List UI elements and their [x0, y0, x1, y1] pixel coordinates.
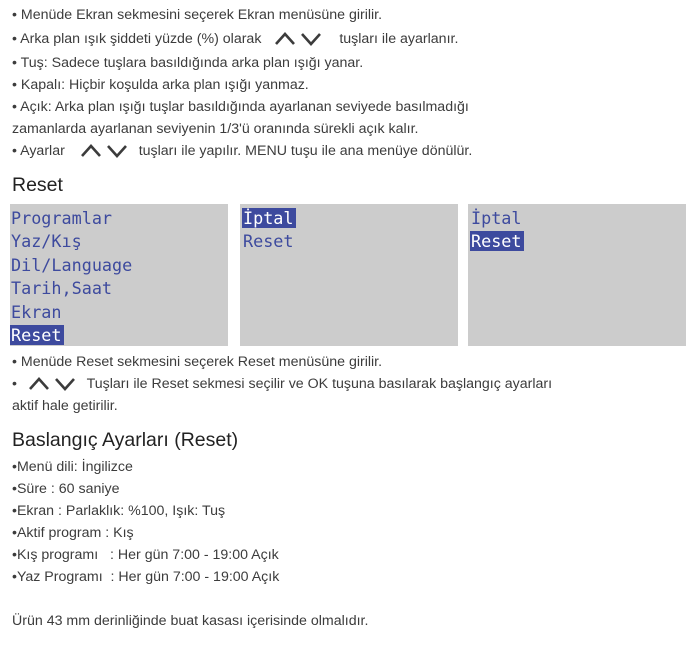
ekran-line-4: • Kapalı: Hiçbir koşulda arka plan ışığı yanmaz.	[12, 77, 309, 93]
chevron-up-down-icon	[27, 375, 79, 396]
lcd-item-reset-selected: Reset	[471, 231, 522, 252]
default-item-duration: •Süre : 60 saniye	[12, 481, 120, 497]
default-item-screen: •Ekran : Parlaklık: %100, Işık: Tuş	[12, 503, 226, 519]
ekran-line-3: • Tuş: Sadece tuşlara basıldığında arka plan ışığı yanar.	[12, 55, 364, 71]
ekran-line-2: • Arka plan ışık şiddeti yüzde (%) olarak tuşları ile ayarlanır.	[12, 30, 458, 51]
lcd-item-iptal-selected: İptal	[243, 208, 294, 228]
default-item-language: •Menü dili: İngilizce	[12, 459, 133, 475]
reset-line-2: • Tuşları ile Reset sekmesi seçilir ve OK tuşuna basılarak başlangıç ayarları	[12, 375, 552, 396]
default-item-summer-program: •Yaz Programı : Her gün 7:00 - 19:00 Açık	[12, 569, 280, 585]
lcd-item-reset: Reset	[243, 231, 294, 252]
reset-line-3: aktif hale getirilir.	[12, 398, 118, 414]
lcd-item-dil-language: Dil/Language	[11, 254, 133, 275]
lcd-confirm-screen-reset	[468, 204, 686, 346]
lcd-item-programlar: Programlar	[11, 208, 113, 228]
chevron-up-down-icon	[273, 30, 325, 51]
lcd-menu-screen	[10, 204, 228, 346]
lcd-confirm-screen-iptal	[240, 204, 458, 346]
reset-heading: Reset	[12, 174, 63, 196]
lcd-item-reset-selected: Reset	[11, 324, 62, 345]
defaults-heading: Baslangıç Ayarları (Reset)	[12, 429, 239, 451]
ekran-line-5: • Açık: Arka plan ışığı tuşlar basıldığında ayarlanan seviyede basılmadığı	[12, 99, 469, 115]
ekran-line-1: • Menüde Ekran sekmesini seçerek Ekran menüsüne girilir.	[12, 7, 383, 23]
ekran-line-7: • Ayarlar tuşları ile yapılır. MENU tuşu ile ana menüye dönülür.	[12, 142, 472, 163]
lcd-item-tarih-saat: Tarih,Saat	[11, 278, 113, 299]
default-item-winter-program: •Kış programı : Her gün 7:00 - 19:00 Açık	[12, 547, 279, 563]
lcd-item-ekran: Ekran	[11, 301, 62, 322]
chevron-up-down-icon	[79, 142, 131, 163]
ekran-line-6: zamanlarda ayarlanan seviyenin 1/3'ü oranında sürekli açık kalır.	[12, 121, 419, 137]
lcd-item-yaz-kis: Yaz/Kış	[11, 231, 82, 252]
lcd-item-iptal: İptal	[471, 208, 522, 228]
default-item-active-program: •Aktif program : Kış	[12, 525, 134, 541]
reset-line-1: • Menüde Reset sekmesini seçerek Reset menüsüne girilir.	[12, 354, 383, 370]
footer-note: Ürün 43 mm derinliğinde buat kasası içerisinde olmalıdır.	[12, 613, 369, 629]
